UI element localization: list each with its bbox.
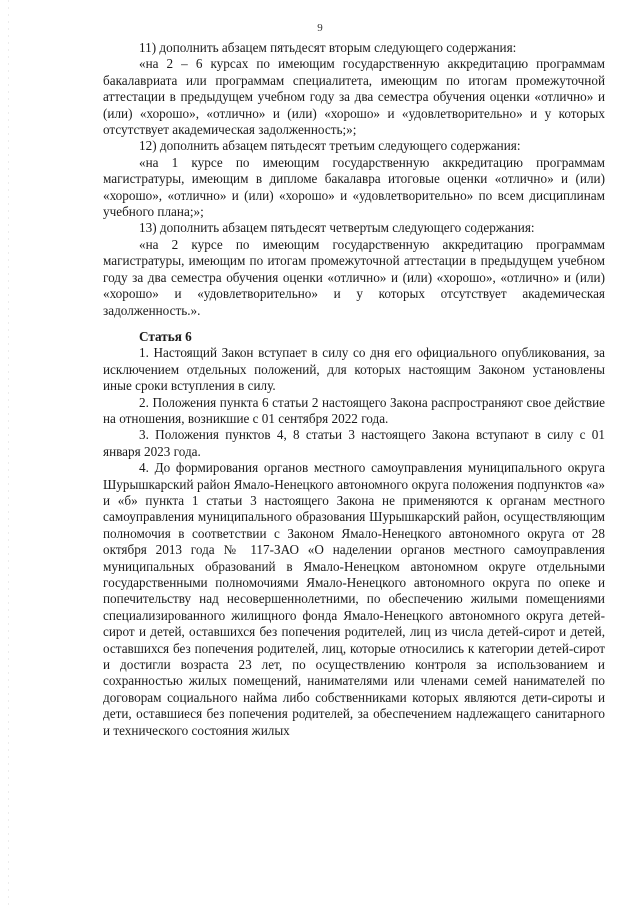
article-paragraph-1: 1. Настоящий Закон вступает в силу со дня его официального опубликования, за исключением отдельных положений, для которых настоящим Законом установлены иные сроки вступления в силу. xyxy=(103,345,605,394)
paragraph-quote-54: «на 2 курсе по имеющим государственную аккредитацию программам магистратуры, имеющим по итогам промежуточной аттестации в предыдущем учебном году за два семестра обучения оценки «отлично» и (или) «хорошо», «отлично» и (или) «хорошо» и «удовлетворительно» и у которых отсутствует академическая задолженность.». xyxy=(103,236,605,318)
article-paragraph-2: 2. Положения пункта 6 статьи 2 настоящего Закона распространяют свое действие на отношения, возникшие с 01 сентября 2022 года. xyxy=(103,394,605,426)
article-paragraph-4: 4. До формирования органов местного самоуправления муниципального округа Шурышкарский район Ямало-Ненецкого автономного округа положения подпунктов «а» и «б» пункта 1 статьи 3 настоящего Закона не применяются к органам местного самоуправления муниципального образования Шурышкарский район, осуществляющим полномочия в соответствии с Законом Ямало-Ненецкого автономного округа от 28 октября 2013 года № 117-ЗАО «О наделении органов местного самоуправления муниципальных образований в Ямало-Ненецком автономном округе отдельными государственными полномочиями Ямало-Ненецкого автономного округа по опеке и попечительству над несовершеннолетними, по обеспечению жилыми помещениями специализированного жилищного фонда Ямало-Ненецкого автономного округа детей-сирот и детей, оставшихся без попечения родителей, лиц из числа детей-сирот и детей, оставшихся без попечения родителей, лиц, которые относились к категории детей-сирот и достигли возраста 23 лет, по осуществлению контроля за использованием и сохранностью жилых помещений, нанимателями или членами семей нанимателей по договорам социального найма либо собственниками которых являются дети-сироты и дети, оставшиеся без попечения родителей, за обеспечением надлежащего санитарного и технического состояния жилых xyxy=(103,460,605,738)
page-number: 9 xyxy=(317,22,323,34)
paragraph-quote-52: «на 2 – 6 курсах по имеющим государственную аккредитацию программам бакалавриата или программам специалитета, имеющим по итогам промежуточной аттестации в предыдущем учебном году за два семестра обучения оценки «отлично» и (или) «хорошо», «отлично» и (или) «хорошо» и «удовлетворительно» и у которых отсутствует академическая задолженность;»; xyxy=(103,56,605,138)
article-paragraph-3: 3. Положения пунктов 4, 8 статьи 3 настоящего Закона вступают в силу с 01 января 2023 года. xyxy=(103,427,605,459)
paragraph-item-12: 12) дополнить абзацем пятьдесят третьим следующего содержания: xyxy=(139,138,521,154)
document-body xyxy=(103,40,605,739)
paragraph-item-13: 13) дополнить абзацем пятьдесят четвертым следующего содержания: xyxy=(139,220,535,236)
article-heading: Статья 6 xyxy=(139,328,192,344)
scan-edge-artifact xyxy=(8,0,9,905)
paragraph-item-11: 11) дополнить абзацем пятьдесят вторым следующего содержания: xyxy=(139,40,517,55)
paragraph-quote-53: «на 1 курсе по имеющим государственную аккредитацию программам магистратуры, имеющим в дипломе бакалавра итоговые оценки «отлично» и (или) «хорошо», «отлично» и (или) «хорошо» и «удовлетворительно» по всем дисциплинам учебного плана;»; xyxy=(103,154,605,220)
